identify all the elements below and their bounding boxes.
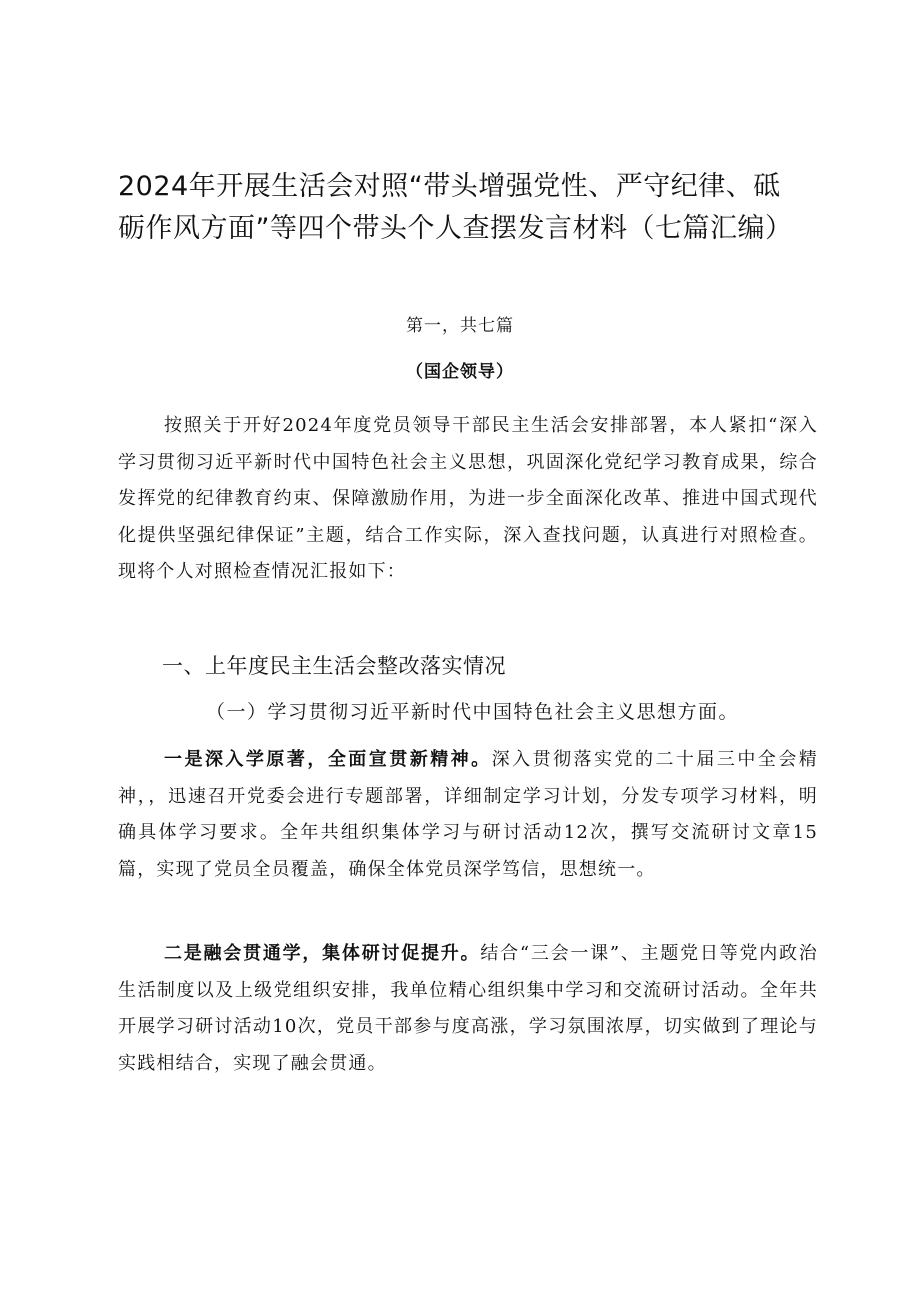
- section-heading-1: 一、上年度民主生活会整改落实情况: [162, 654, 506, 678]
- document-title: 2024年开展生活会对照“带头增强党性、严守纪律、砥砺作风方面”等四个带头个人查摆发言材料（七篇汇编）: [118, 171, 793, 244]
- paragraph-study-original-works: [118, 742, 818, 888]
- paragraph-body: 结合“三会一课”、主题党日等党内政治生活制度以及上级党组织安排，我单位精心组织集中学习和交流研讨活动。全年共开展学习研讨活动10次，党员干部参与度高涨，学习氛围浓厚，切实做到了理论与实践相结合，实现了融会贯通。: [118, 943, 818, 1074]
- paragraph-lead: 一是深入学原著，全面宣贯新精神。: [164, 749, 492, 770]
- paragraph-lead: 二是融会贯通学，集体研讨促提升。: [164, 943, 481, 964]
- paragraph-body: 深入贯彻落实党的二十届三中全会精神，，迅速召开党委会进行专题部署，详细制定学习计划，分发专项学习材料，明确具体学习要求。全年共组织集体学习与研讨活动12次，撰写交流研讨文章15篇，实现了党员全员覆盖，确保全体党员深学笃信，思想统一。: [118, 749, 818, 880]
- document-subtitle: （国企领导）: [406, 362, 514, 382]
- section-number: 第一，共七篇: [406, 316, 514, 336]
- intro-paragraph: 按照关于开好2024年度党员领导干部民主生活会安排部署，本人紧扣“深入学习贯彻习近平新时代中国特色社会主义思想，巩固深化党纪学习教育成果，综合发挥党的纪律教育约束、保障激励作用，为进一步全面深化改革、推进中国式现代化提供坚强纪律保证”主题，结合工作实际，深入查找问题，认真进行对照检查。现将个人对照检查情况汇报如下：: [118, 415, 818, 582]
- paragraph-integrated-study: [118, 936, 818, 1082]
- subsection-heading-1: （一）学习贯彻习近平新时代中国特色社会主义思想方面。: [206, 701, 740, 723]
